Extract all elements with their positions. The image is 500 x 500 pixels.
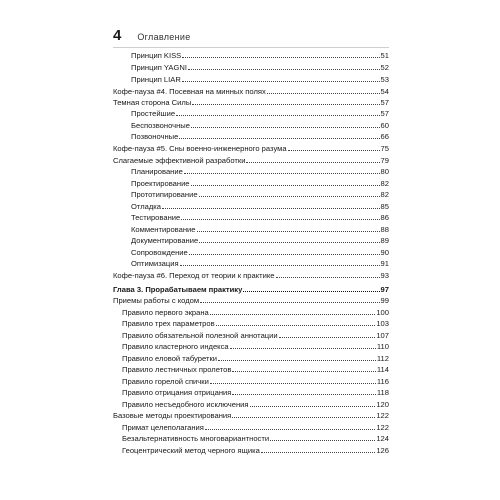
toc-entry-page: 88 bbox=[380, 225, 389, 234]
toc-entry-page: 57 bbox=[380, 98, 389, 107]
dot-leader bbox=[191, 127, 380, 128]
dot-leader bbox=[230, 348, 376, 349]
toc-entry-title: Темная сторона Силы bbox=[113, 98, 192, 107]
toc-entry-page: 103 bbox=[376, 319, 389, 328]
toc-entry-page: 93 bbox=[380, 271, 389, 280]
toc-entry-title: Позвоночные bbox=[131, 132, 179, 141]
toc-entry-title: Правило первого экрана bbox=[122, 308, 209, 317]
toc-entry bbox=[113, 141, 389, 153]
dot-leader bbox=[246, 162, 379, 163]
toc-entry-page: 122 bbox=[376, 411, 389, 420]
toc-entry-page: 99 bbox=[380, 296, 389, 305]
toc-entry bbox=[131, 106, 389, 118]
dot-leader bbox=[218, 360, 376, 361]
dot-leader bbox=[205, 429, 375, 430]
toc-entry bbox=[122, 431, 389, 443]
toc-entry-page: 126 bbox=[376, 446, 389, 455]
toc-entry bbox=[113, 293, 389, 305]
dot-leader bbox=[184, 173, 380, 174]
dot-leader bbox=[288, 150, 380, 151]
dot-leader bbox=[276, 277, 380, 278]
toc-entry bbox=[122, 443, 389, 455]
page-number: 4 bbox=[113, 27, 122, 44]
dot-leader bbox=[180, 265, 380, 266]
toc-entry-title: Кофе-пауза #6. Переход от теории к практике bbox=[113, 271, 275, 280]
toc-entry-page: 51 bbox=[380, 51, 389, 60]
toc-entry-page: 118 bbox=[376, 388, 389, 397]
header-title: Оглавление bbox=[137, 32, 191, 42]
toc-entry bbox=[122, 316, 389, 328]
toc-entry bbox=[131, 48, 389, 60]
toc-entry-page: 124 bbox=[376, 434, 389, 443]
dot-leader bbox=[182, 81, 380, 82]
toc-entry-title: Принцип YAGNI bbox=[131, 63, 187, 72]
dot-leader bbox=[243, 291, 379, 292]
toc-entry-page: 80 bbox=[380, 167, 389, 176]
dot-leader bbox=[179, 138, 379, 139]
dot-leader bbox=[200, 302, 379, 303]
dot-leader bbox=[232, 371, 376, 372]
toc-entry-page: 57 bbox=[380, 109, 389, 118]
dot-leader bbox=[189, 254, 380, 255]
toc-entry-page: 107 bbox=[376, 331, 389, 340]
toc-entry-page: 122 bbox=[376, 423, 389, 432]
toc-entry-title: Планирование bbox=[131, 167, 183, 176]
toc-entry-title: Безальтернативность многовариантности bbox=[122, 434, 270, 443]
toc-entry-page: 54 bbox=[380, 87, 389, 96]
toc-entry-title: Правило лестничных пролетов bbox=[122, 365, 232, 374]
toc-entry-page: 66 bbox=[380, 132, 389, 141]
toc-entry-title: Документирование bbox=[131, 236, 199, 245]
toc-entry-page: 53 bbox=[380, 75, 389, 84]
toc-entry bbox=[113, 408, 389, 420]
toc-entry-title: Базовые методы проектирования bbox=[113, 411, 232, 420]
toc-entry-title: Принцип LIAR bbox=[131, 75, 181, 84]
dot-leader bbox=[182, 57, 379, 58]
dot-leader bbox=[176, 115, 379, 116]
toc-entry bbox=[113, 268, 389, 280]
toc-entry-title: Глава 3. Прорабатываем практику bbox=[113, 285, 243, 294]
toc-entry-title: Беспозвоночные bbox=[131, 121, 190, 130]
dot-leader bbox=[199, 196, 380, 197]
toc-entry-title: Правило несъедобного исключения bbox=[122, 400, 249, 409]
toc-entry-title: Правило горелой спички bbox=[122, 377, 209, 386]
toc-entry-title: Правило отрицания отрицания bbox=[122, 388, 232, 397]
dot-leader bbox=[162, 208, 380, 209]
toc-entry-title: Прототипирование bbox=[131, 190, 198, 199]
toc-entry-title: Проектирование bbox=[131, 179, 190, 188]
dot-leader bbox=[197, 231, 380, 232]
dot-leader bbox=[261, 452, 376, 453]
toc-entry-page: 89 bbox=[380, 236, 389, 245]
toc-entry-title: Сопровождение bbox=[131, 248, 188, 257]
toc-entry-page: 114 bbox=[376, 365, 389, 374]
toc-entry-page: 86 bbox=[380, 213, 389, 222]
dot-leader bbox=[210, 314, 376, 315]
dot-leader bbox=[279, 337, 376, 338]
toc-entry-page: 110 bbox=[376, 342, 389, 351]
toc-entry-title: Комментирование bbox=[131, 225, 196, 234]
toc-entry-title: Правило кластерного индекса bbox=[122, 342, 229, 351]
toc-entry-page: 91 bbox=[380, 259, 389, 268]
dot-leader bbox=[199, 242, 379, 243]
toc-entry bbox=[122, 362, 389, 374]
toc-entry bbox=[131, 210, 389, 222]
toc-entry-title: Кофе-пауза #4. Посевная на минных полях bbox=[113, 87, 266, 96]
dot-leader bbox=[216, 325, 376, 326]
toc-entry-title: Отладка bbox=[131, 202, 162, 211]
toc-entry-page: 82 bbox=[380, 190, 389, 199]
toc-entry-page: 82 bbox=[380, 179, 389, 188]
toc-entry-title: Примат целеполагания bbox=[122, 423, 204, 432]
dot-leader bbox=[250, 406, 376, 407]
toc-entry-title: Правило трех параметров bbox=[122, 319, 215, 328]
toc-entry-page: 52 bbox=[380, 63, 389, 72]
toc-entry-page: 100 bbox=[376, 308, 389, 317]
toc-entry bbox=[131, 164, 389, 176]
toc-entry bbox=[131, 233, 389, 245]
dot-leader bbox=[270, 440, 375, 441]
dot-leader bbox=[188, 69, 380, 70]
dot-leader bbox=[232, 417, 375, 418]
toc-entry-page: 112 bbox=[376, 354, 389, 363]
toc-entry bbox=[131, 60, 389, 72]
toc-entry-title: Приемы работы с кодом bbox=[113, 296, 200, 305]
toc-entry bbox=[122, 385, 389, 397]
toc-entry-page: 90 bbox=[380, 248, 389, 257]
toc-entry-title: Правило еловой табуретки bbox=[122, 354, 218, 363]
dot-leader bbox=[210, 383, 376, 384]
toc-entry bbox=[131, 129, 389, 141]
toc-entry-title: Геоцентрический метод черного ящика bbox=[122, 446, 260, 455]
toc-entry bbox=[131, 187, 389, 199]
toc-entry-page: 116 bbox=[376, 377, 389, 386]
toc-entry-title: Кофе-пауза #5. Сны военно-инженерного разума bbox=[113, 144, 287, 153]
dot-leader bbox=[192, 104, 379, 105]
toc-entry-title: Оптимизация bbox=[131, 259, 179, 268]
toc-entry bbox=[131, 72, 389, 84]
dot-leader bbox=[267, 93, 380, 94]
toc-entry bbox=[131, 256, 389, 268]
toc-entry-page: 60 bbox=[380, 121, 389, 130]
toc-entry-page: 79 bbox=[380, 156, 389, 165]
toc-entry-title: Тестирование bbox=[131, 213, 181, 222]
dot-leader bbox=[232, 394, 376, 395]
toc-entry-title: Правило обязательной полезной аннотации bbox=[122, 331, 278, 340]
toc-entry-page: 75 bbox=[380, 144, 389, 153]
toc-entry-page: 120 bbox=[376, 400, 389, 409]
toc-entry bbox=[122, 339, 389, 351]
toc-entry-page: 85 bbox=[380, 202, 389, 211]
toc-entry-title: Принцип KISS bbox=[131, 51, 182, 60]
toc-entry-page: 97 bbox=[380, 285, 389, 294]
dot-leader bbox=[191, 185, 380, 186]
dot-leader bbox=[181, 219, 379, 220]
toc-entry-title: Простейшие bbox=[131, 109, 176, 118]
toc-entry-title: Слагаемые эффективной разработки bbox=[113, 156, 246, 165]
